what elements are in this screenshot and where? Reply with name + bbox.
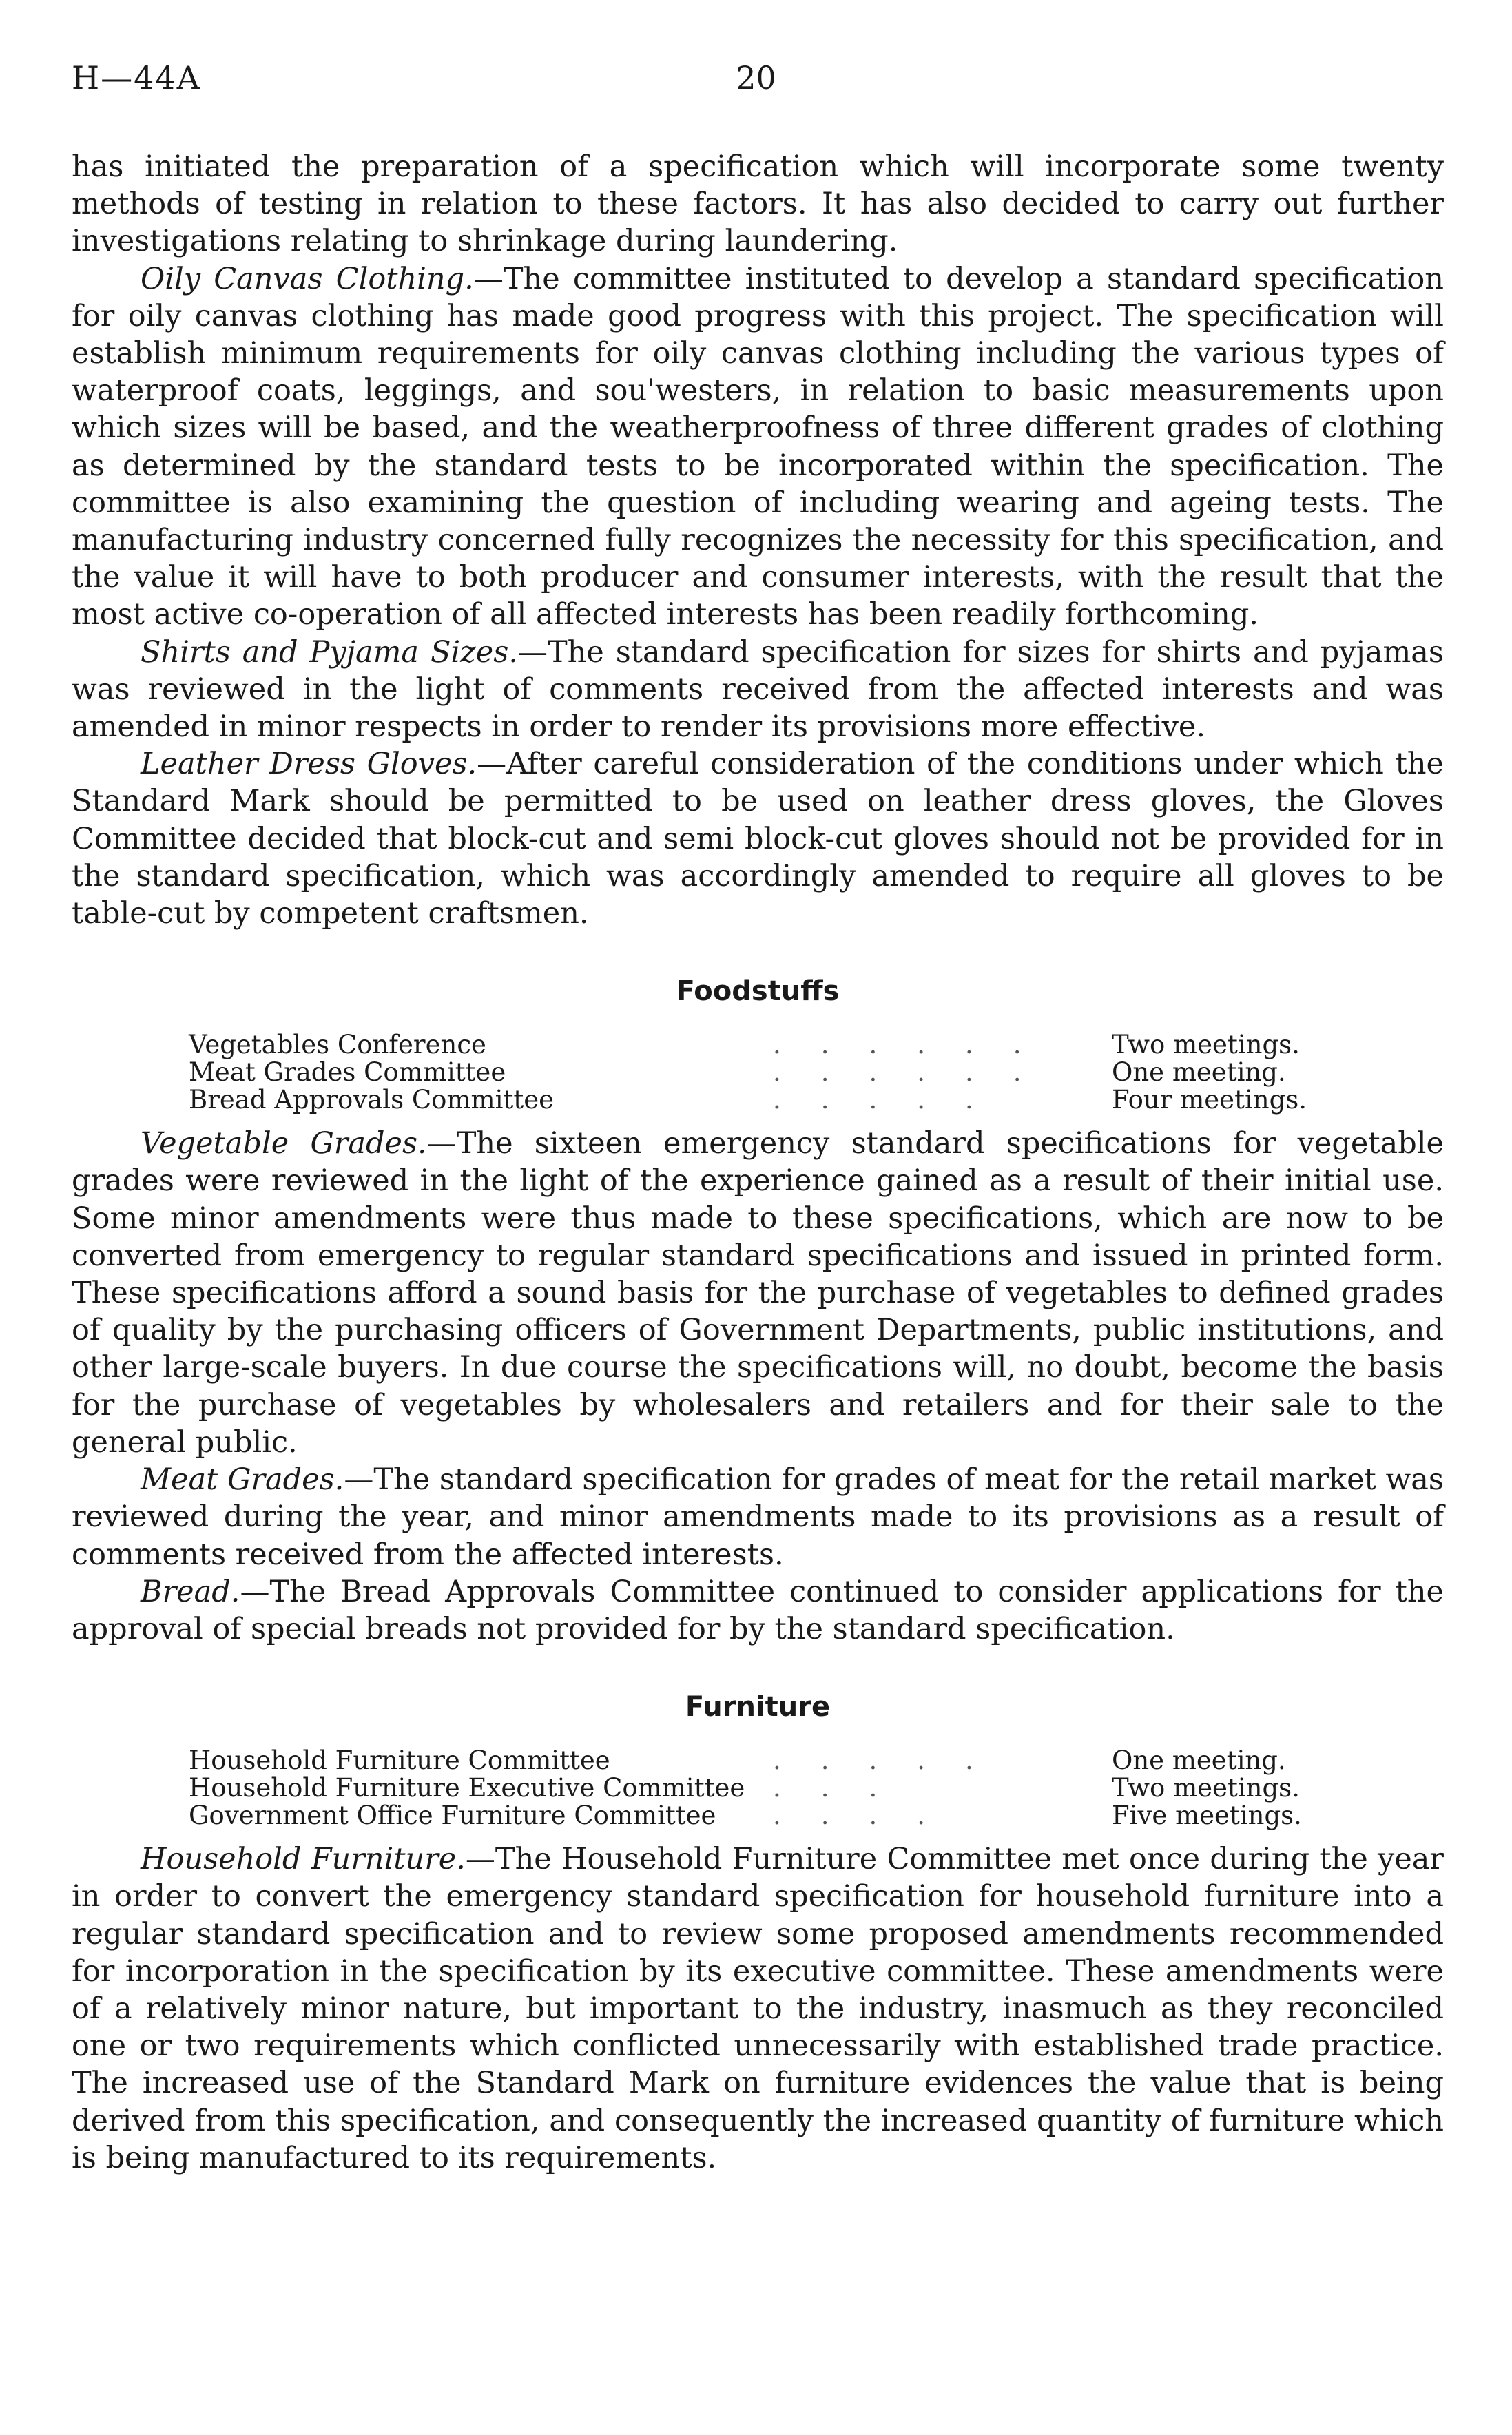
committee-name: Household Furniture Executive Committee (189, 1773, 745, 1803)
paragraph-vegetable-grades (72, 1125, 1444, 1461)
meeting-count: One meeting. (1112, 1745, 1286, 1776)
section-heading-foodstuffs: Foodstuffs (676, 975, 840, 1008)
table-row (189, 1774, 1318, 1802)
paragraph-household-furniture (72, 1841, 1444, 2177)
meeting-count: Five meetings. (1112, 1801, 1302, 1831)
paragraph-title: Shirts and Pyjama Sizes. (141, 634, 518, 670)
leader-dots: .... (773, 1802, 966, 1830)
paragraph-oily-canvas-clothing (72, 260, 1444, 634)
leader-dots: ..... (773, 1747, 1013, 1775)
committee-name: Government Office Furniture Committee (189, 1801, 716, 1831)
leader-dots: ..... (773, 1086, 1013, 1115)
body-text (72, 148, 1444, 2177)
paragraph-text: —The committee instituted to develop a standard specification for oily canvas clothing has made good progress with this project. The specification will establish minimum requirements for oily canvas clothing including the various types of waterproof coats, leggings, and sou'westers, in relation to basic measurements upon which sizes will be based, and the weatherproofness of three different grades of clothing as determined by the standard tests to be incorporated within the specification. The committee is also examining the question of including wearing and ageing tests. The manufacturing industry concerned fully recognizes the necessity for this specification, and the value it will have to both producer and consumer interests, with the result that the most active co-operation of all affected interests has been readily forthcoming. (72, 261, 1444, 632)
table-row (189, 1059, 1318, 1086)
paragraph-meat-grades (72, 1461, 1444, 1573)
committee-name: Bread Approvals Committee (189, 1085, 554, 1115)
table-row (189, 1031, 1318, 1059)
committee-name: Meat Grades Committee (189, 1057, 506, 1088)
committee-name: Vegetables Conference (189, 1030, 486, 1060)
paragraph-leather-dress-gloves (72, 745, 1444, 932)
table-row (189, 1802, 1318, 1830)
document-reference: H—44A (72, 59, 201, 96)
leader-dots: ... (773, 1774, 918, 1803)
paragraph-bread (72, 1573, 1444, 1648)
paragraph-title: Bread. (141, 1574, 240, 1609)
paragraph-title: Meat Grades. (141, 1462, 344, 1498)
leader-dots: ...... (773, 1059, 1061, 1087)
running-head (72, 54, 1440, 102)
meetings-table-foodstuffs (189, 1031, 1318, 1114)
paragraph-shirts-pyjama-sizes (72, 634, 1444, 746)
section-heading-furniture: Furniture (685, 1691, 831, 1723)
paragraph-title: Vegetable Grades. (141, 1126, 427, 1161)
paragraph-text: —The Household Furniture Committee met once during the year in order to convert the emergency standard specification for household furniture into a regular standard specification and to review some proposed amendments recommended for incorporation in the specification by its executive committee. These amendments were of a relatively minor nature, but important to the industry, inasmuch as they reconciled one or two requirements which conflicted unnecessarily with established trade practice. The increased use of the Standard Mark on furniture evidences the value that is being derived from this specification, and consequently the increased quantity of furniture which is being manufactured to its requirements. (72, 1842, 1444, 2175)
meeting-count: Two meetings. (1112, 1030, 1300, 1060)
paragraph-text: —After careful consideration of the conditions under which the Standard Mark should be permitted to be used on leather dress gloves, the Gloves Committee decided that block-cut and semi block-cut gloves should not be provided for in the standard specification, which was accordingly amended to require all gloves to be table-cut by competent craftsmen. (72, 747, 1444, 931)
table-row (189, 1747, 1318, 1774)
paragraph-text: —The standard specification for grades of meat for the retail market was reviewed during the year, and minor amendments made to its provisions as a result of comments received from the affected interests. (72, 1462, 1444, 1572)
meeting-count: Two meetings. (1112, 1773, 1300, 1803)
meeting-count: One meeting. (1112, 1057, 1286, 1088)
paragraph-title: Oily Canvas Clothing. (141, 261, 474, 296)
paragraph-text: —The Bread Approvals Committee continued to consider applications for the approval of special breads not provided for by the standard specification. (72, 1574, 1444, 1646)
paragraph-text: —The sixteen emergency standard specifications for vegetable grades were reviewed in the light of the experience gained as a result of their initial use. Some minor amendments were thus made to these specifications, which are now to be converted from emergency to regular standard specifications and issued in printed form. These specifications afford a sound basis for the purchase of vegetables to defined grades of quality by the purchasing officers of Government Departments, public institutions, and other large-scale buyers. In due course the specifications will, no doubt, become the basis for the purchase of vegetables by wholesalers and retailers and for their sale to the general public. (72, 1126, 1444, 1460)
leader-dots: ...... (773, 1031, 1061, 1059)
page-number: 20 (736, 59, 776, 96)
meetings-table-furniture (189, 1747, 1318, 1830)
paragraph-text: —The standard specification for sizes for shirts and pyjamas was reviewed in the light of comments received from the affected interests and was amended in minor respects in order to render its provisions more effective. (72, 634, 1444, 745)
meeting-count: Four meetings. (1112, 1085, 1307, 1115)
paragraph-title: Household Furniture. (141, 1842, 466, 1877)
paragraph-title: Leather Dress Gloves. (141, 747, 477, 782)
continued-paragraph (72, 148, 1444, 260)
table-row (189, 1086, 1318, 1114)
committee-name: Household Furniture Committee (189, 1745, 610, 1776)
paragraph-text: has initiated the preparation of a specification which will incorporate some twenty methods of testing in relation to these factors. It has also decided to carry out further investigations relating to shrinkage during laundering. (72, 149, 1444, 259)
